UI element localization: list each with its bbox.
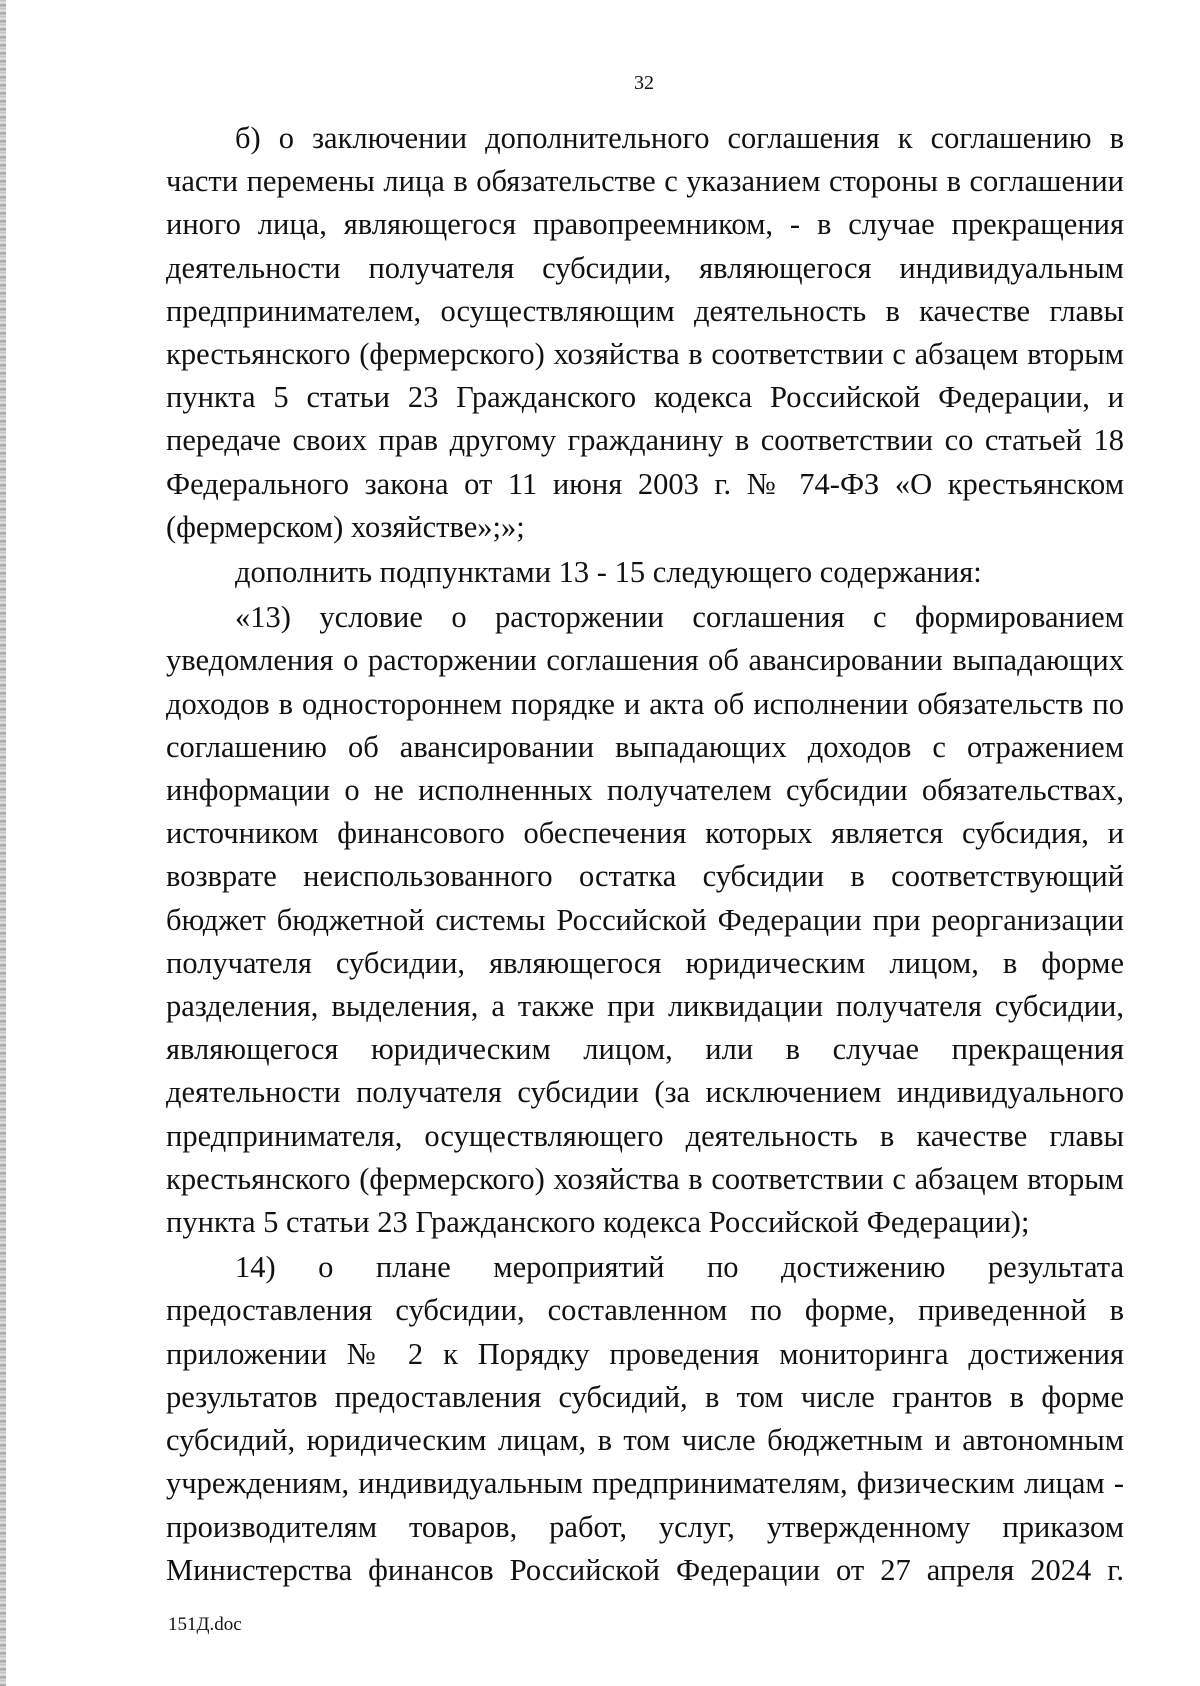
document-body — [166, 117, 1124, 1592]
scan-edge — [0, 0, 6, 1686]
footer-file-name: 151Д.doc — [168, 1614, 242, 1635]
paragraph-b-additional-agreement: б) о заключении дополнительного соглашения к соглашению в части перемены лица в обязательстве с указанием стороны в соглашении иного лица, являющегося правопреемником, - в случае прекращения деятельности получателя субсидии, являющегося индивидуальным предпринимателем, осуществляющим деятельность в качестве главы крестьянского (фермерского) хозяйства в соответствии с абзацем вторым пункта 5 статьи 23 Гражданского кодекса Российской Федерации, и передаче своих прав другому гражданину в соответствии со статьей 18 Федерального закона от 11 июня 2003 г. № 74-ФЗ «О крестьянском (фермерском) хозяйстве»;»; — [166, 121, 1124, 544]
paragraph-subitem-14: 14) о плане мероприятий по достижению результата предоставления субсидии, составленном по форме, приведенной в приложении № 2 к Порядку проведения мониторинга достижения результатов предоставления субсидий, в том числе грантов в форме субсидий, юридическим лицам, в том числе бюджетным и автономным учреждениям, индивидуальным предпринимателям, физическим лицам - производителям товаров, работ, услуг, утвержденному приказом Министерства финансов Российской Федерации от 27 апреля 2024 г. — [166, 1250, 1124, 1587]
page-number: 32 — [634, 72, 654, 94]
paragraph-subitem-13: «13) условие о расторжении соглашения с формированием уведомления о расторжении соглашения об авансировании выпадающих доходов в одностороннем порядке и акта об исполнении обязательств по соглашению об авансировании выпадающих доходов с отражением информации о не исполненных получателем субсидии обязательствах, источником финансового обеспечения которых является субсидия, и возврате неиспользованного остатка субсидии в соответствующий бюджет бюджетной системы Российской Федерации при реорганизации получателя субсидии, являющегося юридическим лицом, в форме разделения, выделения, а также при ликвидации получателя субсидии, являющегося юридическим лицом, или в случае прекращения деятельности получателя субсидии (за исключением индивидуального предпринимателя, осуществляющего деятельность в качестве главы крестьянского (фермерского) хозяйства в соответствии с абзацем вторым пункта 5 статьи 23 Гражданского кодекса Российской Федерации); — [166, 600, 1124, 1240]
paragraph-supplement-subitems: дополнить подпунктами 13 - 15 следующего содержания: — [235, 555, 982, 590]
